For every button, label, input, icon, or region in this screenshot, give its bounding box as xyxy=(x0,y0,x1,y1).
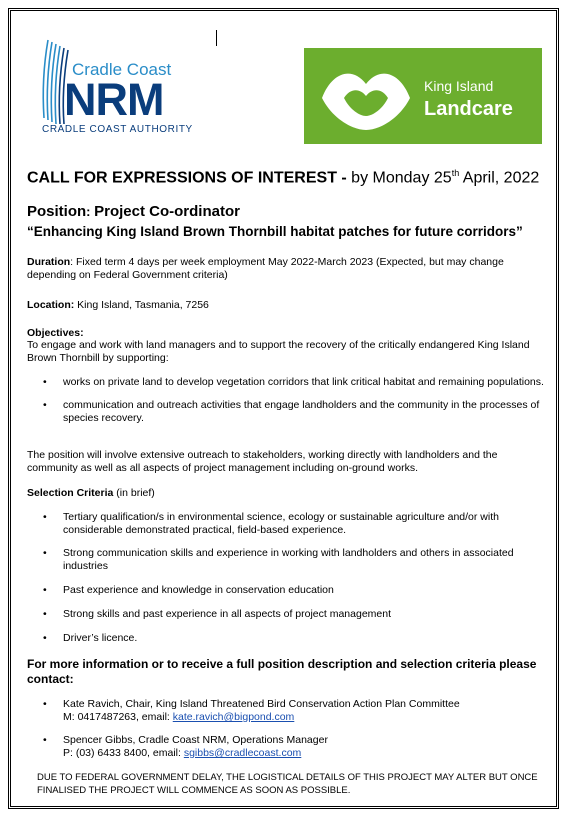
email-link[interactable]: kate.ravich@bigpond.com xyxy=(172,711,295,723)
list-item: • Strong communication skills and experience in working with landholders and others in associated industries xyxy=(43,547,514,572)
nrm-logo-line3: CRADLE COAST AUTHORITY xyxy=(42,124,193,135)
objectives-intro: To engage and work with land managers and to support the recovery of the critically endangered King Island Brown Thornbill by supporting: xyxy=(27,339,530,364)
contact-line: Spencer Gibbs, Cradle Coast NRM, Operations Manager xyxy=(63,734,328,746)
bullet-icon: • xyxy=(43,547,47,559)
headline-sup: th xyxy=(451,168,460,178)
bullet-icon: • xyxy=(43,698,47,710)
cradle-coast-nrm-logo xyxy=(38,38,193,138)
list-item: • Past experience and knowledge in conservation education xyxy=(43,584,334,596)
selection-suffix: (in brief) xyxy=(113,487,155,499)
delay-notice: DUE TO FEDERAL GOVERNMENT DELAY, THE LOGISTICAL DETAILS OF THIS PROJECT MAY ALTER BUT ONCE FINALISED THE PROJECT WILL COMMENCE AS SOON AS POSSIBLE. xyxy=(37,772,538,796)
position-line xyxy=(27,203,547,220)
nrm-logo-line1: Cradle Coast xyxy=(72,60,172,79)
list-item: • works on private land to develop vegetation corridors that link critical habitat and remaining populations. xyxy=(43,376,544,388)
bullet-icon: • xyxy=(43,608,47,620)
position-colon: : xyxy=(86,204,95,219)
position-value: Project Co-ordinator xyxy=(94,203,240,220)
bullet-icon: • xyxy=(43,376,47,388)
king-island-landcare-logo xyxy=(304,48,542,144)
list-item: • Strong skills and past experience in all aspects of project management xyxy=(43,608,392,620)
contact-phone: M: 0417487263, email: xyxy=(63,711,173,723)
text-cursor xyxy=(216,30,217,46)
headline-date-end: April, 2022 xyxy=(459,169,540,187)
contact-heading: For more information or to receive a full position description and selection criteria please contact: xyxy=(27,657,537,686)
headline-date: by Monday 25 xyxy=(346,169,452,187)
position-label: Position xyxy=(27,203,87,220)
contact-line: Kate Ravich, Chair, King Island Threatened Bird Conservation Action Plan Committee xyxy=(63,698,460,710)
landcare-logo-line1: King Island xyxy=(424,78,494,94)
bullet-icon: • xyxy=(43,584,47,596)
list-item: • Tertiary qualification/s in environmental science, ecology or sustainable agriculture and/or with considerable demonstrated practical, field-based experience. xyxy=(43,511,499,536)
objectives-list xyxy=(27,376,547,425)
selection-list xyxy=(27,511,547,645)
headline xyxy=(27,168,547,187)
objectives-label: Objectives: xyxy=(27,327,84,339)
headline-bold: CALL FOR EXPRESSIONS OF INTEREST - xyxy=(27,169,347,187)
duration-text: : Fixed term 4 days per week employment May 2022-March 2023 (Expected, but may change depending on Federal Government criteria) xyxy=(27,256,504,281)
landcare-logo-line2: Landcare xyxy=(424,98,513,120)
hands-icon xyxy=(314,58,418,134)
bullet-icon: • xyxy=(43,511,47,523)
project-title: “Enhancing King Island Brown Thornbill habitat patches for future corridors” xyxy=(27,224,523,239)
list-item: • Driver’s licence. xyxy=(43,632,138,644)
selection-label: Selection Criteria xyxy=(27,487,114,499)
nrm-logo-line2: NRM xyxy=(64,74,164,125)
duration-paragraph xyxy=(27,256,547,282)
contact-phone: P: (03) 6433 8400, email: xyxy=(63,747,184,759)
bullet-icon: • xyxy=(43,632,47,644)
contact-list xyxy=(27,698,547,760)
bullet-icon: • xyxy=(43,734,47,746)
list-item: • communication and outreach activities that engage landholders and the community in the processes of species recovery. xyxy=(43,399,540,424)
email-link[interactable]: sgibbs@cradlecoast.com xyxy=(183,747,302,759)
contact-item xyxy=(27,734,547,760)
objectives-outro: The position will involve extensive outreach to stakeholders, working directly with landholders and the community as well as all aspects of project management including on-ground works. xyxy=(27,449,498,474)
location-paragraph xyxy=(27,299,547,312)
location-text: King Island, Tasmania, 7256 xyxy=(74,299,209,311)
contact-item xyxy=(27,698,547,724)
bullet-icon: • xyxy=(43,399,47,411)
location-label: Location: xyxy=(27,299,75,311)
duration-label: Duration xyxy=(27,256,71,268)
selection-heading xyxy=(27,487,547,500)
